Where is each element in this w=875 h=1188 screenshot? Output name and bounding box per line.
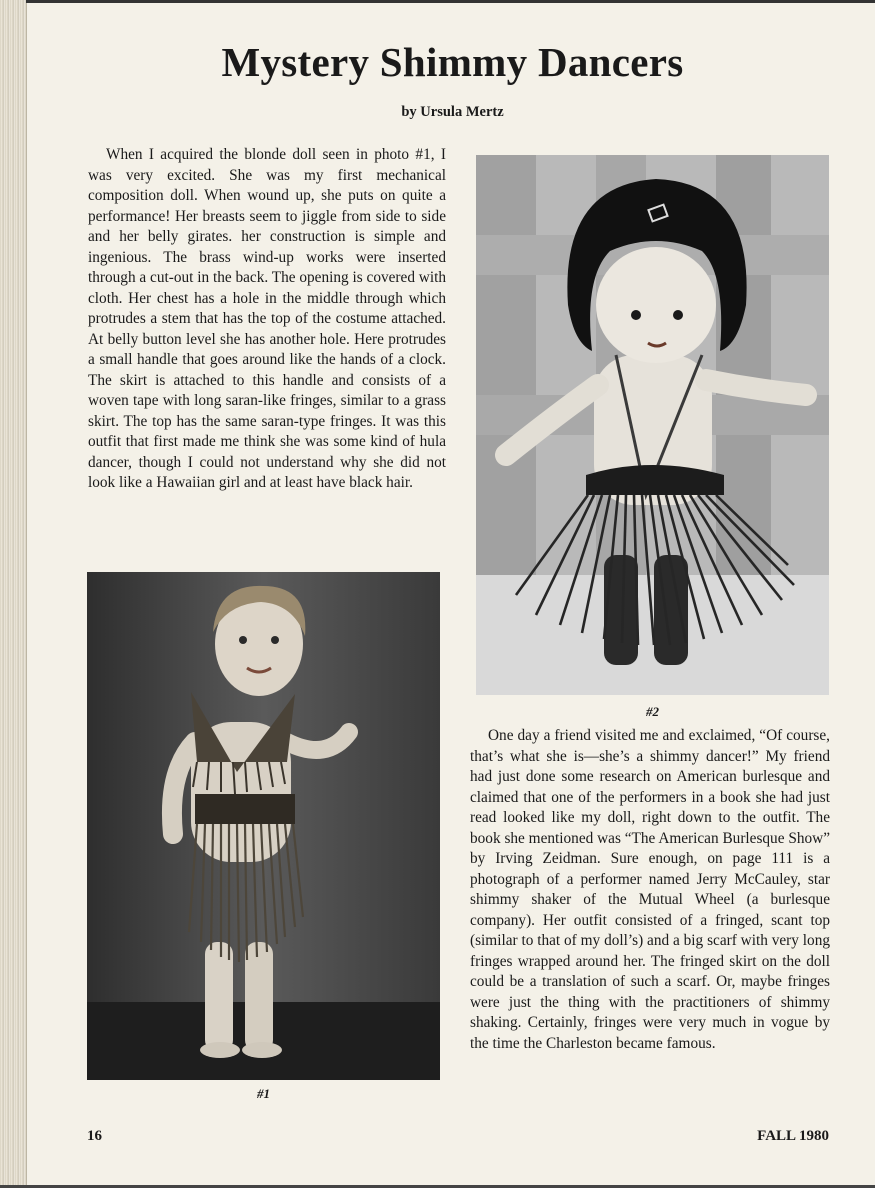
paragraph-1: When I acquired the blonde doll seen in photo #1, I was very excited. She was my first mechanical composition doll. When wound up, she puts on quite a performance! Her breasts seem to jiggle from side to side and her belly girates. her construction is simple and ingenious. The brass wind-up works were inserted through a cut-out in the back. The opening is covered with cloth. Her chest has a hole in the middle through which protrudes a stem that has the top of the costume attached. At belly button level she has another hole. Here protrudes a small handle that goes around like the hands of a clock. The skirt is attached to this handle and consists of a woven tape with long saran-like fringes, similar to a grass skirt. The top has the same saran-type fringes. It was this outfit that first made me think she was some kind of hula dancer, though I could not understand why she did not look like a Hawaiian girl and at least have black hair.	[88, 146, 446, 491]
photo-1-caption: #1	[257, 1086, 270, 1101]
left-column-text	[88, 145, 446, 494]
photo-1-blonde-doll	[87, 572, 440, 1080]
issue-label: FALL 1980	[757, 1128, 829, 1144]
dark-haired-doll-illustration	[476, 155, 829, 695]
page-number: 16	[87, 1128, 102, 1144]
paragraph-2: One day a friend visited me and exclaimed, “Of course, that’s what she is—she’s a shimmy dancer!” My friend had just done some research on American burlesque and claimed that one of the performers in a book she had just read looked like my doll, right down to the outfit. The book she mentioned was “The American Burlesque Show” by Irving Zeidman. Sure enough, on page 111 is a photograph of a performer named Jerry McCauley, star shimmy shaker of the Mutual Wheel (a burlesque company). Her outfit consisted of a fringed, scant top (similar to that of my doll’s) and a big scarf with very long fringes wrapped around her. The fringed skirt on the doll could be a translation of such a scarf. Or, maybe fringes were just the thing with the practitioners of shimmy shaking. Certainly, fringes were very much in vogue by the time the Charleston became famous.	[470, 727, 830, 1052]
photo-2-dark-haired-doll	[476, 155, 829, 695]
blonde-doll-illustration	[87, 572, 440, 1080]
article-title: Mystery Shimmy Dancers	[221, 39, 684, 85]
photo-2-caption: #2	[646, 704, 659, 719]
binding-spine	[0, 0, 27, 1188]
article-byline: by Ursula Mertz	[401, 104, 504, 120]
top-border	[26, 0, 875, 3]
right-column-text	[470, 726, 830, 1054]
